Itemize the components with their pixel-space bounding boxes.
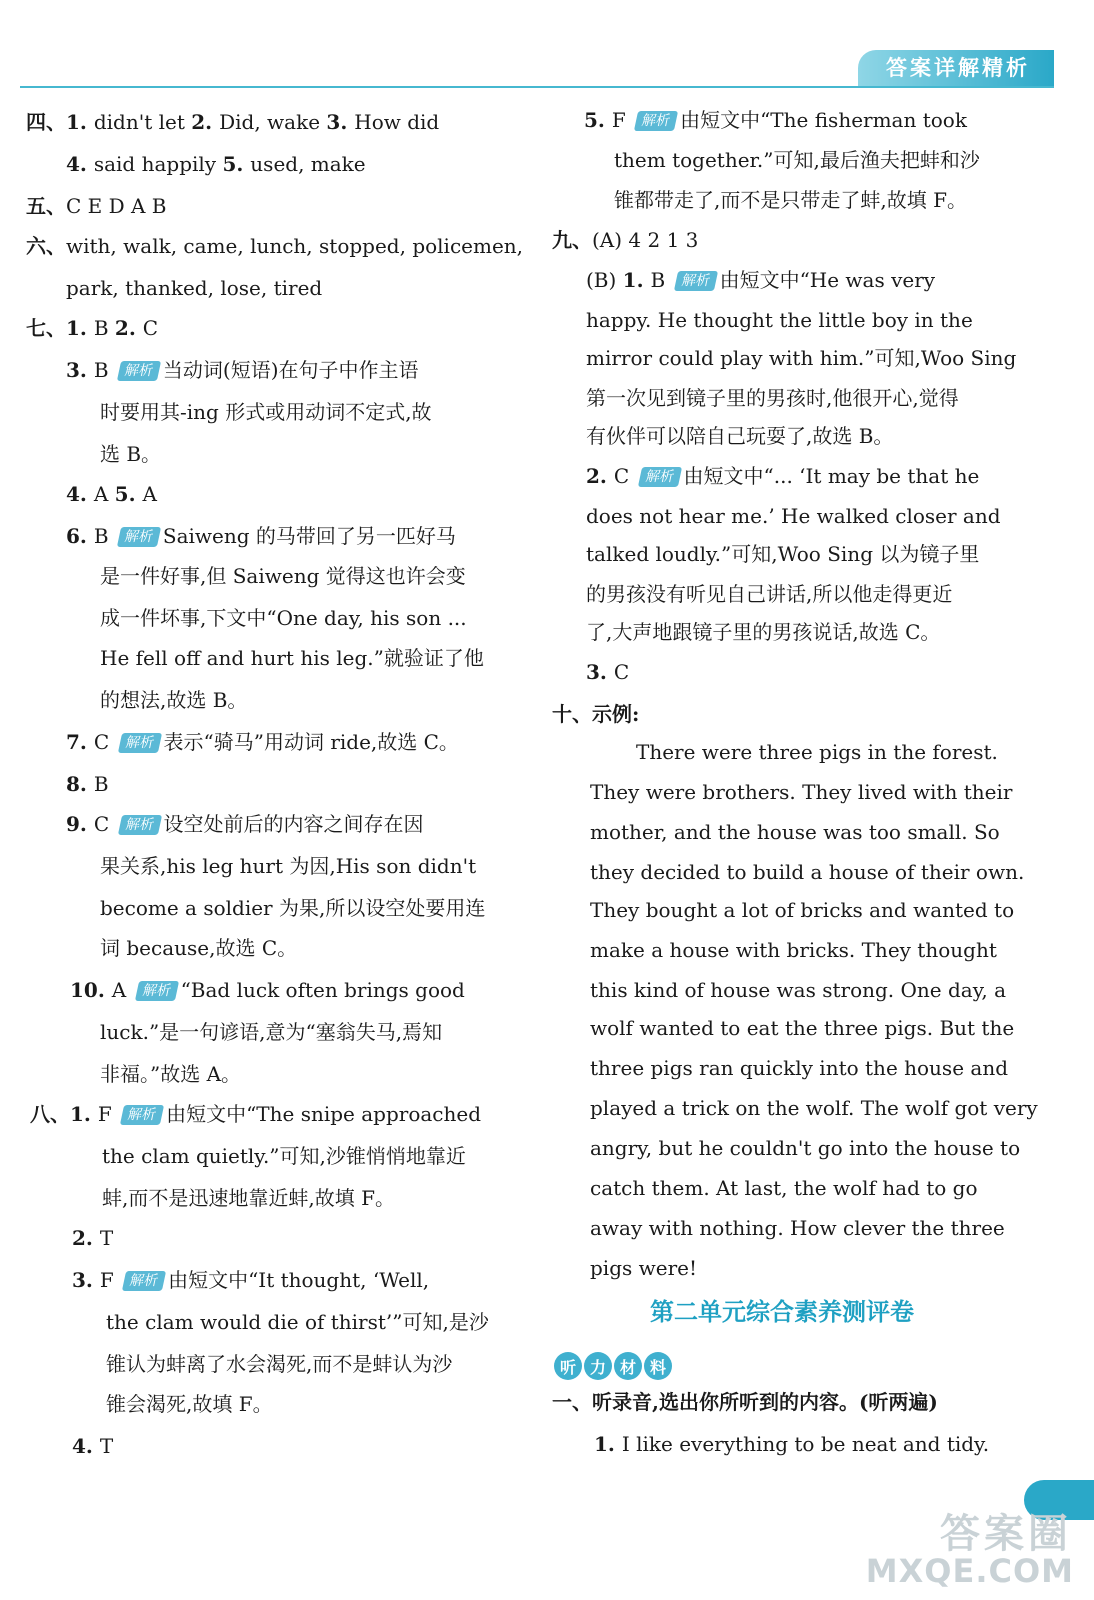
- item-number: 5.: [584, 108, 612, 132]
- header-rule: [20, 86, 1054, 88]
- answer-text: There were three pigs in the forest.: [636, 740, 998, 764]
- answer-text: How did: [354, 110, 440, 134]
- item-number: 3.: [586, 660, 614, 684]
- answer-line: [100, 562, 466, 590]
- answer-text: they decided to build a house of their own.: [590, 860, 1025, 884]
- answer-text: (A) 4 2 1 3: [592, 228, 699, 252]
- answer-text: mother, and the house was too small. So: [590, 820, 1000, 844]
- answer-line: [70, 976, 465, 1004]
- answer-line: [102, 1142, 466, 1170]
- answer-line: [100, 852, 476, 880]
- analysis-badge: 解析: [122, 1271, 166, 1291]
- answer-line: [106, 1390, 273, 1418]
- answer-text: happy. He thought the little boy in the: [586, 308, 973, 332]
- answer-line: [586, 658, 629, 686]
- item-number: 九、: [552, 228, 592, 252]
- answer-line: [590, 896, 1014, 924]
- answer-text: didn't let: [93, 110, 192, 134]
- item-number: 六、: [26, 234, 66, 258]
- answer-text: 由短文中“... ‘It may be that he: [683, 464, 980, 488]
- answer-text: 选 B。: [100, 442, 162, 466]
- answer-text: 锥会渴死,故填 F。: [106, 1392, 273, 1416]
- answer-line: [102, 1184, 395, 1212]
- analysis-badge: 解析: [117, 815, 161, 835]
- answer-text: C E D A B: [66, 194, 167, 218]
- answer-text: C: [613, 660, 630, 684]
- answer-line: [66, 480, 157, 508]
- answer-text: B: [650, 268, 672, 292]
- answer-line: [586, 384, 959, 412]
- answer-text: 非福。”故选 A。: [100, 1062, 242, 1086]
- answer-line: [552, 1388, 938, 1416]
- answer-line: [590, 1014, 1014, 1042]
- answer-text: park, thanked, lose, tired: [66, 276, 323, 300]
- answer-text: 设空处前后的内容之间存在因: [163, 812, 424, 836]
- answer-text: Did, wake: [219, 110, 327, 134]
- answer-text: C: [613, 464, 636, 488]
- item-number: 9.: [66, 812, 94, 836]
- answer-text: F: [97, 1102, 119, 1126]
- answer-line: [584, 106, 967, 134]
- answer-text: A: [142, 482, 157, 506]
- answer-line: [590, 778, 1012, 806]
- answer-text: T: [99, 1226, 114, 1250]
- answer-line: [586, 618, 940, 646]
- answer-text: them together.”可知,最后渔夫把蚌和沙: [614, 148, 980, 172]
- answer-text: C: [93, 730, 116, 754]
- listen-char: 材: [614, 1352, 642, 1380]
- answer-text: 果关系,his leg hurt 为因,His son didn't: [100, 854, 477, 878]
- answer-line: [106, 1350, 452, 1378]
- listen-char: 听: [554, 1352, 582, 1380]
- analysis-badge: 解析: [117, 733, 161, 753]
- answer-text: Saiweng 的马带回了另一匹好马: [162, 524, 456, 548]
- watermark-url: MXQE.COM: [865, 1552, 1074, 1590]
- answer-text: angry, but he couldn't go into the house to: [590, 1136, 1021, 1160]
- answer-text: 的想法,故选 B。: [100, 688, 248, 712]
- answer-text: the clam quietly.”可知,沙锥悄悄地靠近: [102, 1144, 466, 1168]
- answer-text: They were brothers. They lived with their: [590, 780, 1013, 804]
- answer-line: [594, 1430, 989, 1458]
- answer-text: talked loudly.”可知,Woo Sing 以为镜子里: [586, 542, 980, 566]
- answer-line: [590, 1254, 697, 1282]
- answer-text: away with nothing. How clever the three: [590, 1216, 1005, 1240]
- answer-line: [590, 1134, 1020, 1162]
- answer-line: [586, 422, 893, 450]
- answer-text: become a soldier 为果,所以设空处要用连: [100, 896, 486, 920]
- answer-line: [586, 306, 973, 334]
- item-number: 3.: [72, 1268, 100, 1292]
- answer-line: [100, 398, 432, 426]
- item-number: 10.: [70, 978, 112, 1002]
- item-number: 6.: [66, 524, 94, 548]
- item-number: 2.: [586, 464, 614, 488]
- answer-text: 蚌,而不是迅速地靠近蚌,故填 F。: [102, 1186, 395, 1210]
- answer-text: 第一次见到镜子里的男孩时,他很开心,觉得: [586, 386, 959, 410]
- answer-text: He fell off and hurt his leg.”就验证了他: [100, 646, 484, 670]
- item-number: 八、1.: [30, 1102, 98, 1126]
- answer-line: [72, 1266, 429, 1294]
- answer-line: [100, 440, 161, 468]
- answer-text: (B): [586, 268, 623, 292]
- answer-text: F: [99, 1268, 121, 1292]
- answer-line: [72, 1224, 113, 1252]
- answer-text: said happily: [93, 152, 223, 176]
- answer-text: 成一件坏事,下文中“One day, his son ...: [100, 606, 467, 630]
- answer-line: [66, 150, 366, 178]
- item-number: 五、: [26, 194, 66, 218]
- listening-material-badge: [554, 1352, 672, 1380]
- answer-text: 由短文中“The fisherman took: [680, 108, 967, 132]
- answer-line: [590, 1094, 1038, 1122]
- answer-text: with, walk, came, lunch, stopped, policemen,: [66, 234, 524, 258]
- answer-line: [100, 894, 485, 922]
- item-number: 七、1.: [26, 316, 94, 340]
- analysis-badge: 解析: [634, 111, 678, 131]
- answer-line: [106, 1308, 489, 1336]
- answer-line: [590, 1174, 978, 1202]
- item-number: 2.: [191, 110, 220, 134]
- answer-line: [614, 186, 967, 214]
- item-number: 四、1.: [26, 110, 94, 134]
- item-number: 3.: [326, 110, 355, 134]
- answer-text: B: [93, 524, 115, 548]
- listen-char: 力: [584, 1352, 612, 1380]
- answer-text: B: [93, 358, 115, 382]
- answer-text: A: [111, 978, 133, 1002]
- answer-line: [100, 1060, 241, 1088]
- item-number: 8.: [66, 772, 94, 796]
- answer-text: B: [93, 772, 109, 796]
- item-number: 2.: [114, 316, 143, 340]
- answer-line: [26, 314, 158, 342]
- answer-text: wolf wanted to eat the three pigs. But the: [590, 1016, 1015, 1040]
- analysis-badge: 解析: [117, 361, 161, 381]
- analysis-badge: 解析: [673, 271, 717, 291]
- answer-text: three pigs ran quickly into the house and: [590, 1056, 1008, 1080]
- answer-text: pigs were!: [590, 1256, 698, 1280]
- answer-text: 锥都带走了,而不是只带走了蚌,故填 F。: [614, 188, 967, 212]
- answer-text: 时要用其-ing 形式或用动词不定式,故: [100, 400, 432, 424]
- answer-text: mirror could play with him.”可知,Woo Sing: [586, 346, 1017, 370]
- answer-line: [66, 522, 456, 550]
- answer-line: [26, 232, 523, 260]
- answer-line: [586, 502, 1001, 530]
- item-number: 2.: [72, 1226, 100, 1250]
- answer-line: [590, 818, 1000, 846]
- answer-line: [590, 1214, 1005, 1242]
- answer-text: 有伙伴可以陪自己玩耍了,故选 B。: [586, 424, 894, 448]
- answer-text: A: [93, 482, 115, 506]
- header-tab: 答案详解精析: [858, 50, 1054, 86]
- answer-line: [590, 936, 997, 964]
- answer-text: 是一件好事,但 Saiweng 觉得这也许会变: [100, 564, 466, 588]
- answer-line: [66, 274, 322, 302]
- answer-text: does not hear me.’ He walked closer and: [586, 504, 1001, 528]
- answer-line: [30, 1100, 481, 1128]
- answer-text: C: [142, 316, 159, 340]
- answer-text: make a house with bricks. They thought: [590, 938, 997, 962]
- answer-line: [26, 192, 167, 220]
- answer-line: [72, 1432, 113, 1460]
- answer-line: [586, 540, 979, 568]
- item-number: 4.: [66, 152, 94, 176]
- analysis-badge: 解析: [120, 1105, 164, 1125]
- answer-line: [66, 810, 424, 838]
- analysis-badge: 解析: [134, 981, 178, 1001]
- answer-line: [614, 146, 980, 174]
- answer-text: the clam would die of thirst’”可知,是沙: [106, 1310, 489, 1334]
- watermark-text: 答案圈: [940, 1511, 1072, 1557]
- answer-line: [66, 728, 459, 756]
- listen-char: 料: [644, 1352, 672, 1380]
- item-number: 5.: [222, 152, 251, 176]
- answer-text: 由短文中“It thought, ‘Well,: [168, 1268, 430, 1292]
- answer-text: 的男孩没有听见自己讲话,所以他走得更近: [586, 582, 953, 606]
- analysis-badge: 解析: [637, 467, 681, 487]
- item-number: 5.: [114, 482, 143, 506]
- item-number: 十、示例:: [552, 702, 640, 726]
- item-number: 1.: [594, 1432, 622, 1456]
- answer-text: They bought a lot of bricks and wanted to: [590, 898, 1015, 922]
- answer-text: 表示“骑马”用动词 ride,故选 C。: [163, 730, 459, 754]
- answer-line: [590, 976, 1006, 1004]
- analysis-badge: 解析: [117, 527, 161, 547]
- answer-line: [100, 604, 467, 632]
- answer-text: 当动词(短语)在句子中作主语: [162, 358, 419, 382]
- answer-line: [586, 462, 979, 490]
- item-number: 3.: [66, 358, 94, 382]
- answer-line: [100, 934, 297, 962]
- answer-text: luck.”是一句谚语,意为“塞翁失马,焉知: [100, 1020, 443, 1044]
- watermark-logo: [865, 1500, 1078, 1596]
- answer-text: F: [611, 108, 633, 132]
- section-title: 第二单元综合素养测评卷: [650, 1297, 914, 1326]
- answer-text: this kind of house was strong. One day, a: [590, 978, 1006, 1002]
- answer-text: 词 because,故选 C。: [100, 936, 298, 960]
- answer-text: B: [93, 316, 115, 340]
- answer-line: [552, 226, 698, 254]
- answer-text: 由短文中“The snipe approached: [166, 1102, 482, 1126]
- answer-text: T: [99, 1434, 114, 1458]
- answer-line: [586, 580, 952, 608]
- answer-text: 锥认为蚌离了水会渴死,而不是蚌认为沙: [106, 1352, 453, 1376]
- item-number: 1.: [622, 268, 651, 292]
- answer-text: “Bad luck often brings good: [180, 978, 465, 1002]
- answer-line: [586, 344, 1016, 372]
- answer-line: [636, 738, 998, 766]
- answer-line: [66, 770, 109, 798]
- item-number: 一、听录音,选出你所听到的内容。(听两遍): [552, 1390, 938, 1414]
- answer-line: [26, 108, 439, 136]
- answer-line: [590, 858, 1024, 886]
- item-number: 4.: [72, 1434, 100, 1458]
- answer-line: [66, 356, 419, 384]
- item-number: 4.: [66, 482, 94, 506]
- answer-line: [100, 686, 247, 714]
- answer-text: 由短文中“He was very: [719, 268, 936, 292]
- item-number: 7.: [66, 730, 94, 754]
- answer-text: C: [93, 812, 116, 836]
- answer-line: [590, 1054, 1008, 1082]
- answer-text: played a trick on the wolf. The wolf got very: [590, 1096, 1038, 1120]
- answer-line: [100, 644, 484, 672]
- answer-line: [100, 1018, 442, 1046]
- answer-text: catch them. At last, the wolf had to go: [590, 1176, 978, 1200]
- answer-line: [586, 266, 935, 294]
- answer-text: used, make: [250, 152, 366, 176]
- answer-line: [552, 700, 639, 728]
- answer-text: I like everything to be neat and tidy.: [621, 1432, 990, 1456]
- answer-text: 了,大声地跟镜子里的男孩说话,故选 C。: [586, 620, 941, 644]
